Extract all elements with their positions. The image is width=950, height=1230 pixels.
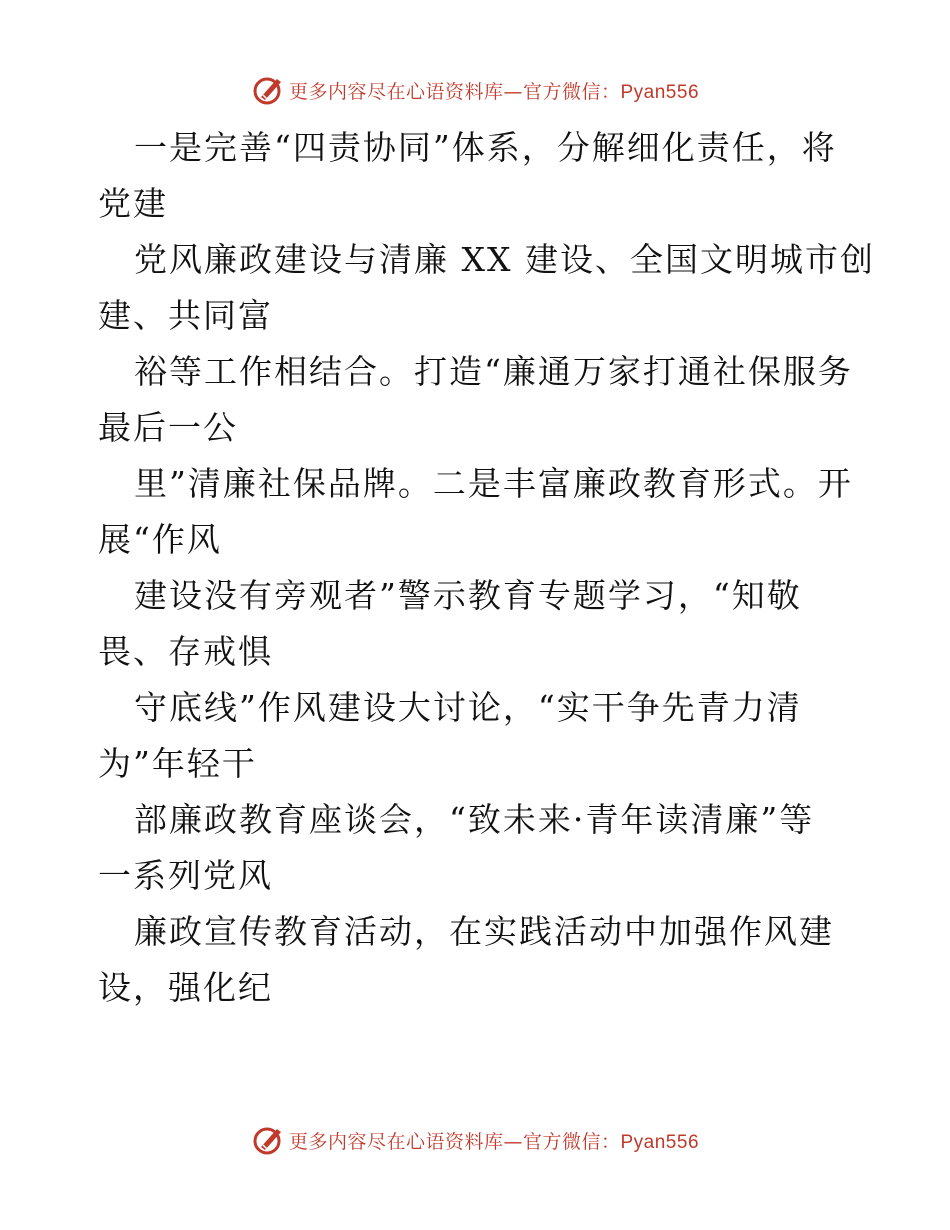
text-line: 守底线”作风建设大讨论，“实干争先青力清	[134, 688, 802, 727]
banner-dash: —	[503, 1130, 523, 1153]
banner-wechat-label: 官方微信：	[522, 80, 621, 103]
text-line: 最后一公	[98, 408, 238, 447]
text-line: 展“作风	[98, 520, 222, 559]
text-line: 建设没有旁观者”警示教育专题学习，“知敬	[134, 576, 802, 615]
text-line: 设，强化纪	[98, 968, 273, 1007]
banner-text	[289, 77, 699, 104]
banner-main-text: 更多内容尽在心语资料库	[288, 1130, 504, 1153]
banner-wechat-id: Pyan556	[620, 1131, 700, 1153]
footer-banner	[0, 1120, 950, 1160]
text-line: 建、共同富	[98, 296, 273, 335]
pen-logo-icon	[251, 73, 285, 107]
text-line: 部廉政教育座谈会，“致未来·青年读清廉”等	[134, 800, 815, 839]
header-banner	[0, 70, 950, 110]
pen-logo-icon	[251, 1123, 285, 1157]
banner-dash: —	[503, 80, 523, 103]
text-line: 党风廉政建设与清廉 XX 建设、全国文明城市创	[134, 240, 875, 279]
text-line: 廉政宣传教育活动，在实践活动中加强作风建	[134, 912, 834, 951]
text-line: 为”年轻干	[98, 744, 257, 783]
document-body	[98, 120, 875, 1016]
text-line: 畏、存戒惧	[98, 632, 273, 671]
banner-main-text: 更多内容尽在心语资料库	[288, 80, 504, 103]
banner-wechat-id: Pyan556	[620, 81, 700, 103]
text-line: 裕等工作相结合。打造“廉通万家打通社保服务	[134, 352, 853, 391]
banner-text	[289, 1127, 699, 1154]
text-line: 一系列党风	[98, 856, 273, 895]
text-line: 党建	[98, 184, 168, 223]
text-line: 里”清廉社保品牌。二是丰富廉政教育形式。开	[134, 464, 853, 503]
text-line: 一是完善“四责协同”体系，分解细化责任，将	[134, 128, 837, 167]
banner-wechat-label: 官方微信：	[522, 1130, 621, 1153]
